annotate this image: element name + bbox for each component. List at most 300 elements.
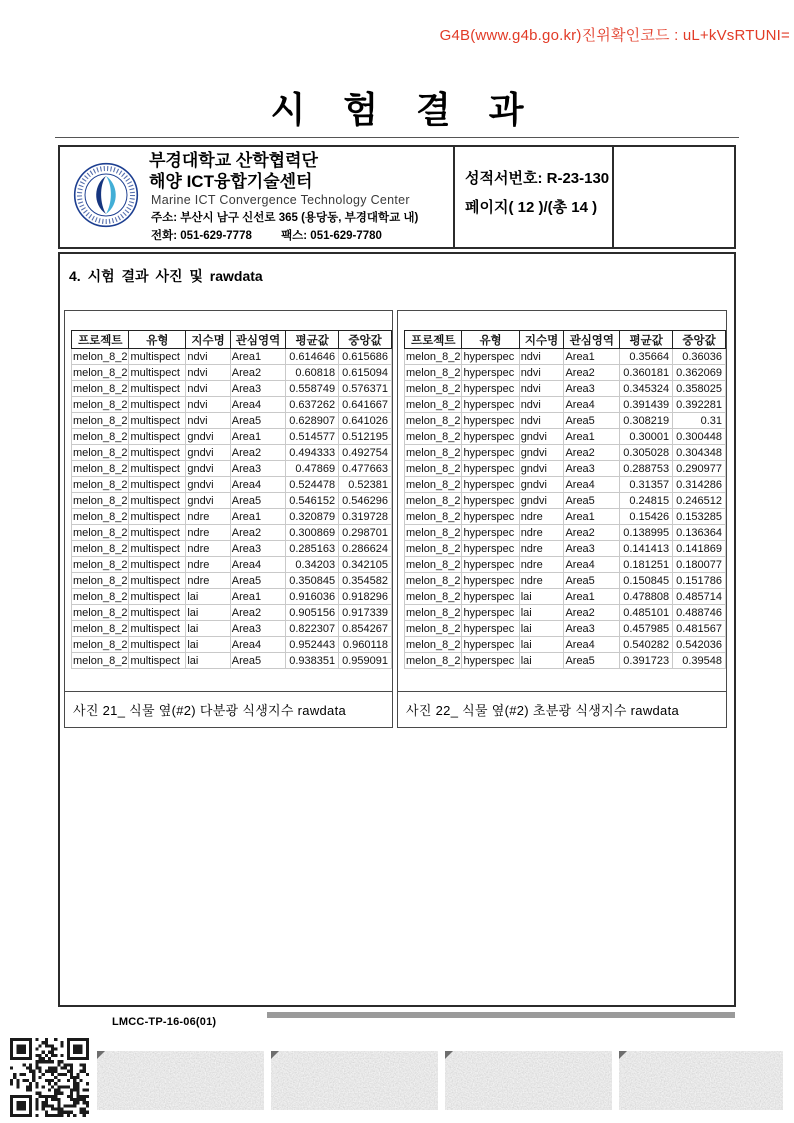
table-cell: gndvi: [186, 477, 230, 493]
table-cell: multispect: [129, 509, 186, 525]
table-cell: 0.391723: [620, 653, 673, 669]
org-address: 주소: 부산시 남구 신선로 365 (용당동, 부경대학교 내): [151, 212, 419, 225]
table-cell: gndvi: [186, 429, 230, 445]
table-cell: multispect: [129, 621, 186, 637]
table-cell: gndvi: [519, 445, 564, 461]
table-row: [405, 589, 726, 605]
table-cell: 0.918296: [339, 589, 392, 605]
organization-text: [149, 151, 418, 243]
table-cell: ndre: [186, 525, 230, 541]
table-cell: melon_8_2: [73, 462, 128, 475]
table-cell: hyperspec: [462, 349, 519, 365]
table-cell: gndvi: [519, 461, 564, 477]
column-header: 프로젝트: [405, 331, 462, 349]
table-cell: 0.138995: [620, 525, 673, 541]
table-cell: 0.960118: [339, 637, 392, 653]
table-row: [72, 653, 392, 669]
table-cell: ndre: [186, 541, 230, 557]
table-cell: ndre: [186, 557, 230, 573]
column-header: 중앙값: [339, 331, 392, 349]
table-cell: 0.305028: [620, 445, 673, 461]
table-cell: hyperspec: [462, 493, 519, 509]
table-cell: lai: [186, 621, 230, 637]
table-cell: ndre: [519, 541, 564, 557]
table-cell: Area4: [564, 477, 620, 493]
table-cell: ndvi: [186, 349, 230, 365]
table-cell: 0.47869: [286, 461, 339, 477]
table-cell: Area5: [564, 653, 620, 669]
table-cell: hyperspec: [462, 461, 519, 477]
footer-bar: [267, 1012, 735, 1018]
table-cell: 0.916036: [286, 589, 339, 605]
table-row: [405, 365, 726, 381]
table-cell: ndre: [186, 573, 230, 589]
table-cell: lai: [519, 589, 564, 605]
table-row: [72, 493, 392, 509]
table-cell: hyperspec: [462, 557, 519, 573]
table-cell: multispect: [129, 573, 186, 589]
table-cell: 0.354582: [339, 573, 392, 589]
table-cell: multispect: [129, 477, 186, 493]
table-cell: Area1: [564, 509, 620, 525]
table-cell: 0.15426: [620, 509, 673, 525]
table-row: [405, 637, 726, 653]
table-cell: melon_8_2: [73, 350, 128, 363]
table-cell: melon_8_2: [73, 558, 128, 571]
table-cell: ndre: [519, 525, 564, 541]
table-cell: ndvi: [519, 413, 564, 429]
table-cell: Area5: [564, 413, 620, 429]
table-cell: hyperspec: [462, 621, 519, 637]
org-name-kr-2: 해양 ICT융합기술센터: [149, 171, 313, 191]
table-cell: hyperspec: [462, 381, 519, 397]
table-cell: melon_8_2: [73, 542, 128, 555]
table-row: [405, 573, 726, 589]
table-cell: Area2: [564, 445, 620, 461]
table-cell: multispect: [129, 557, 186, 573]
table-row: [72, 557, 392, 573]
table-cell: hyperspec: [462, 413, 519, 429]
column-header: 평균값: [286, 331, 339, 349]
table-cell: ndre: [186, 509, 230, 525]
table-cell: multispect: [129, 653, 186, 669]
table-cell: hyperspec: [462, 445, 519, 461]
organization-cell: [60, 147, 455, 247]
table-cell: 0.952443: [286, 637, 339, 653]
table-row: [405, 349, 726, 365]
table-cell: multispect: [129, 381, 186, 397]
table-cell: 0.153285: [673, 509, 726, 525]
table-cell: Area5: [230, 413, 285, 429]
table-cell: hyperspec: [462, 477, 519, 493]
table-cell: 0.286624: [339, 541, 392, 557]
table-cell: lai: [519, 605, 564, 621]
table-row: [72, 397, 392, 413]
table-row: [405, 493, 726, 509]
table-cell: melon_8_2: [406, 526, 461, 539]
table-cell: melon_8_2: [406, 366, 461, 379]
table-row: [405, 413, 726, 429]
org-name-en: Marine ICT Convergence Technology Center: [151, 193, 410, 208]
noise-strip: [619, 1051, 783, 1110]
table-cell: ndvi: [519, 381, 564, 397]
table-cell: multispect: [129, 365, 186, 381]
table-cell: multispect: [129, 541, 186, 557]
header-row: [405, 331, 726, 349]
table-cell: melon_8_2: [73, 446, 128, 459]
table-row: [72, 605, 392, 621]
table-cell: melon_8_2: [73, 622, 128, 635]
table-cell: 0.36036: [673, 349, 726, 365]
table-cell: Area2: [230, 365, 285, 381]
table-cell: melon_8_2: [406, 382, 461, 395]
table-cell: melon_8_2: [406, 622, 461, 635]
table-row: [72, 413, 392, 429]
table-row: [405, 541, 726, 557]
table-cell: 0.285163: [286, 541, 339, 557]
table-cell: Area2: [230, 445, 285, 461]
table-cell: 0.546296: [339, 493, 392, 509]
table-cell: Area3: [230, 621, 285, 637]
table-cell: hyperspec: [462, 509, 519, 525]
org-fax: 팩스: 051-629-7780: [281, 230, 382, 243]
table-cell: melon_8_2: [406, 446, 461, 459]
table-cell: melon_8_2: [73, 606, 128, 619]
table-cell: melon_8_2: [406, 590, 461, 603]
table-cell: melon_8_2: [73, 382, 128, 395]
table-cell: lai: [186, 653, 230, 669]
table-cell: 0.304348: [673, 445, 726, 461]
table-cell: melon_8_2: [406, 510, 461, 523]
table-cell: Area5: [564, 493, 620, 509]
table-cell: 0.181251: [620, 557, 673, 573]
table-cell: melon_8_2: [406, 654, 461, 667]
table-cell: melon_8_2: [406, 606, 461, 619]
hyperspectral-table-wrap: [404, 330, 726, 669]
table-cell: melon_8_2: [406, 574, 461, 587]
table-row: [72, 349, 392, 365]
table-cell: melon_8_2: [73, 430, 128, 443]
table-cell: ndvi: [186, 413, 230, 429]
table-cell: 0.141869: [673, 541, 726, 557]
table-cell: 0.345324: [620, 381, 673, 397]
table-cell: Area3: [564, 461, 620, 477]
table-cell: hyperspec: [462, 525, 519, 541]
table-cell: gndvi: [186, 493, 230, 509]
table-cell: 0.136364: [673, 525, 726, 541]
table-cell: multispect: [129, 605, 186, 621]
table-cell: ndvi: [519, 397, 564, 413]
table-cell: melon_8_2: [73, 590, 128, 603]
table-cell: 0.514577: [286, 429, 339, 445]
table-cell: Area3: [230, 541, 285, 557]
table-cell: 0.151786: [673, 573, 726, 589]
table-row: [405, 477, 726, 493]
table-cell: 0.39548: [673, 653, 726, 669]
table-cell: lai: [186, 637, 230, 653]
table-cell: multispect: [129, 413, 186, 429]
table-cell: 0.905156: [286, 605, 339, 621]
table-cell: 0.524478: [286, 477, 339, 493]
table-cell: multispect: [129, 637, 186, 653]
table-cell: gndvi: [186, 445, 230, 461]
table-row: [405, 429, 726, 445]
table-cell: multispect: [129, 397, 186, 413]
report-meta-cell: [455, 147, 614, 247]
table-cell: 0.641026: [339, 413, 392, 429]
report-header-box: [58, 145, 736, 249]
table-row: [72, 573, 392, 589]
table-cell: 0.938351: [286, 653, 339, 669]
org-name-kr-1: 부경대학교 산학협력단: [149, 150, 318, 170]
table-cell: Area1: [564, 429, 620, 445]
table-cell: 0.350845: [286, 573, 339, 589]
table-cell: melon_8_2: [73, 510, 128, 523]
table-cell: gndvi: [519, 429, 564, 445]
table-cell: Area4: [230, 557, 285, 573]
table-cell: Area4: [564, 637, 620, 653]
section-heading: 4. 시험 결과 사진 및 rawdata: [69, 268, 263, 284]
column-header: 관심영역: [230, 331, 285, 349]
qr-code: [10, 1038, 89, 1117]
table-cell: melon_8_2: [406, 398, 461, 411]
table-cell: melon_8_2: [406, 430, 461, 443]
table-cell: hyperspec: [462, 365, 519, 381]
noise-strip: [445, 1051, 612, 1110]
table-row: [405, 381, 726, 397]
table-cell: 0.641667: [339, 397, 392, 413]
table-cell: 0.30001: [620, 429, 673, 445]
table-cell: melon_8_2: [73, 574, 128, 587]
table-cell: Area1: [564, 589, 620, 605]
table-cell: Area3: [564, 381, 620, 397]
table-cell: lai: [519, 621, 564, 637]
hyperspectral-rawdata-panel: [397, 310, 727, 728]
page-number: 페이지( 12 )/(총 14 ): [465, 199, 598, 216]
table-row: [72, 509, 392, 525]
table-cell: Area3: [230, 381, 285, 397]
table-cell: lai: [186, 589, 230, 605]
table-cell: Area2: [230, 525, 285, 541]
table-cell: 0.615094: [339, 365, 392, 381]
table-cell: multispect: [129, 525, 186, 541]
table-cell: hyperspec: [462, 605, 519, 621]
table-cell: 0.576371: [339, 381, 392, 397]
table-cell: 0.822307: [286, 621, 339, 637]
table-row: [72, 381, 392, 397]
table-row: [72, 589, 392, 605]
table-row: [72, 445, 392, 461]
noise-strip: [271, 1051, 438, 1110]
column-header: 평균값: [620, 331, 673, 349]
table-row: [405, 605, 726, 621]
column-header: 프로젝트: [72, 331, 129, 349]
table-cell: 0.308219: [620, 413, 673, 429]
table-cell: hyperspec: [462, 589, 519, 605]
table-cell: 0.320879: [286, 509, 339, 525]
table-cell: 0.314286: [673, 477, 726, 493]
table-cell: ndvi: [186, 381, 230, 397]
table-cell: Area3: [564, 621, 620, 637]
table-cell: melon_8_2: [406, 558, 461, 571]
table-cell: multispect: [129, 461, 186, 477]
verification-code: G4B(www.g4b.go.kr)진위확인코드 : uL+kVsRTUNI=: [439, 27, 790, 44]
table-cell: 0.457985: [620, 621, 673, 637]
table-cell: multispect: [129, 493, 186, 509]
table-cell: ndvi: [186, 397, 230, 413]
table-cell: ndvi: [519, 365, 564, 381]
table-cell: 0.60818: [286, 365, 339, 381]
table-cell: multispect: [129, 429, 186, 445]
page-title: 시 험 결 과: [270, 89, 538, 130]
table-cell: Area1: [230, 589, 285, 605]
table-cell: melon_8_2: [73, 638, 128, 651]
table-cell: 0.492754: [339, 445, 392, 461]
noise-strip: [97, 1051, 264, 1110]
table-row: [405, 621, 726, 637]
table-cell: hyperspec: [462, 653, 519, 669]
table-cell: lai: [186, 605, 230, 621]
table-cell: 0.478808: [620, 589, 673, 605]
table-cell: melon_8_2: [406, 462, 461, 475]
table-cell: Area5: [230, 493, 285, 509]
table-cell: melon_8_2: [73, 414, 128, 427]
table-cell: 0.494333: [286, 445, 339, 461]
table-cell: 0.512195: [339, 429, 392, 445]
table-cell: Area2: [564, 605, 620, 621]
table-cell: Area1: [230, 349, 285, 365]
table-cell: Area4: [230, 637, 285, 653]
table-row: [72, 637, 392, 653]
table-cell: melon_8_2: [73, 526, 128, 539]
table-cell: ndre: [519, 573, 564, 589]
table-cell: hyperspec: [462, 637, 519, 653]
table-cell: Area1: [564, 349, 620, 365]
table-cell: 0.358025: [673, 381, 726, 397]
column-header: 중앙값: [673, 331, 726, 349]
table-cell: Area1: [230, 509, 285, 525]
table-row: [405, 653, 726, 669]
table-row: [405, 461, 726, 477]
org-contact: [151, 227, 418, 243]
column-header: 유형: [129, 331, 186, 349]
table-cell: melon_8_2: [406, 478, 461, 491]
table-cell: 0.485714: [673, 589, 726, 605]
table-cell: lai: [519, 637, 564, 653]
table-cell: 0.288753: [620, 461, 673, 477]
table-cell: 0.854267: [339, 621, 392, 637]
table-cell: melon_8_2: [73, 478, 128, 491]
table-cell: 0.392281: [673, 397, 726, 413]
table-cell: gndvi: [519, 477, 564, 493]
table-cell: hyperspec: [462, 573, 519, 589]
table-cell: 0.150845: [620, 573, 673, 589]
org-phone: 전화: 051-629-7778: [151, 230, 252, 243]
table-cell: ndvi: [519, 349, 564, 365]
table-cell: 0.31357: [620, 477, 673, 493]
table-cell: Area4: [564, 397, 620, 413]
table-cell: 0.614646: [286, 349, 339, 365]
table-cell: melon_8_2: [73, 654, 128, 667]
table-cell: melon_8_2: [406, 638, 461, 651]
table-cell: multispect: [129, 589, 186, 605]
top-divider: [55, 137, 739, 138]
table-cell: 0.246512: [673, 493, 726, 509]
multispectral-table-wrap: [71, 330, 392, 669]
table-row: [405, 557, 726, 573]
table-cell: melon_8_2: [73, 398, 128, 411]
photo-caption-22: 사진 22_ 식물 옆(#2) 초분광 식생지수 rawdata: [398, 691, 726, 727]
table-cell: 0.637262: [286, 397, 339, 413]
table-cell: 0.477663: [339, 461, 392, 477]
table-row: [72, 621, 392, 637]
table-row: [405, 397, 726, 413]
table-cell: gndvi: [186, 461, 230, 477]
table-cell: Area2: [230, 605, 285, 621]
table-cell: hyperspec: [462, 429, 519, 445]
table-cell: melon_8_2: [73, 366, 128, 379]
table-cell: Area2: [564, 365, 620, 381]
table-cell: 0.342105: [339, 557, 392, 573]
table-row: [405, 445, 726, 461]
table-cell: 0.546152: [286, 493, 339, 509]
table-cell: Area1: [230, 429, 285, 445]
table-cell: Area3: [564, 541, 620, 557]
table-cell: 0.628907: [286, 413, 339, 429]
table-cell: 0.298701: [339, 525, 392, 541]
table-cell: ndre: [519, 557, 564, 573]
column-header: 관심영역: [564, 331, 620, 349]
table-cell: 0.35664: [620, 349, 673, 365]
table-cell: 0.542036: [673, 637, 726, 653]
table-cell: multispect: [129, 445, 186, 461]
table-cell: Area5: [230, 653, 285, 669]
table-row: [72, 525, 392, 541]
rawdata-table: [71, 330, 392, 669]
table-cell: 0.488746: [673, 605, 726, 621]
header-row: [72, 331, 392, 349]
table-cell: 0.959091: [339, 653, 392, 669]
table-cell: 0.391439: [620, 397, 673, 413]
table-cell: gndvi: [519, 493, 564, 509]
table-cell: 0.362069: [673, 365, 726, 381]
table-cell: 0.319728: [339, 509, 392, 525]
table-cell: hyperspec: [462, 397, 519, 413]
table-cell: 0.52381: [339, 477, 392, 493]
table-cell: melon_8_2: [406, 542, 461, 555]
table-row: [72, 429, 392, 445]
table-cell: 0.34203: [286, 557, 339, 573]
table-cell: 0.24815: [620, 493, 673, 509]
table-cell: melon_8_2: [73, 494, 128, 507]
table-cell: melon_8_2: [406, 350, 461, 363]
table-cell: ndre: [519, 509, 564, 525]
table-cell: 0.360181: [620, 365, 673, 381]
table-cell: melon_8_2: [406, 414, 461, 427]
table-cell: melon_8_2: [406, 494, 461, 507]
table-row: [405, 509, 726, 525]
table-cell: Area4: [230, 397, 285, 413]
rawdata-table: [404, 330, 726, 669]
column-header: 유형: [462, 331, 519, 349]
report-number: 성적서번호: R-23-130: [465, 170, 610, 187]
table-cell: Area2: [564, 525, 620, 541]
table-cell: ndvi: [186, 365, 230, 381]
table-cell: 0.917339: [339, 605, 392, 621]
table-cell: multispect: [129, 349, 186, 365]
table-cell: Area4: [564, 557, 620, 573]
table-cell: Area4: [230, 477, 285, 493]
